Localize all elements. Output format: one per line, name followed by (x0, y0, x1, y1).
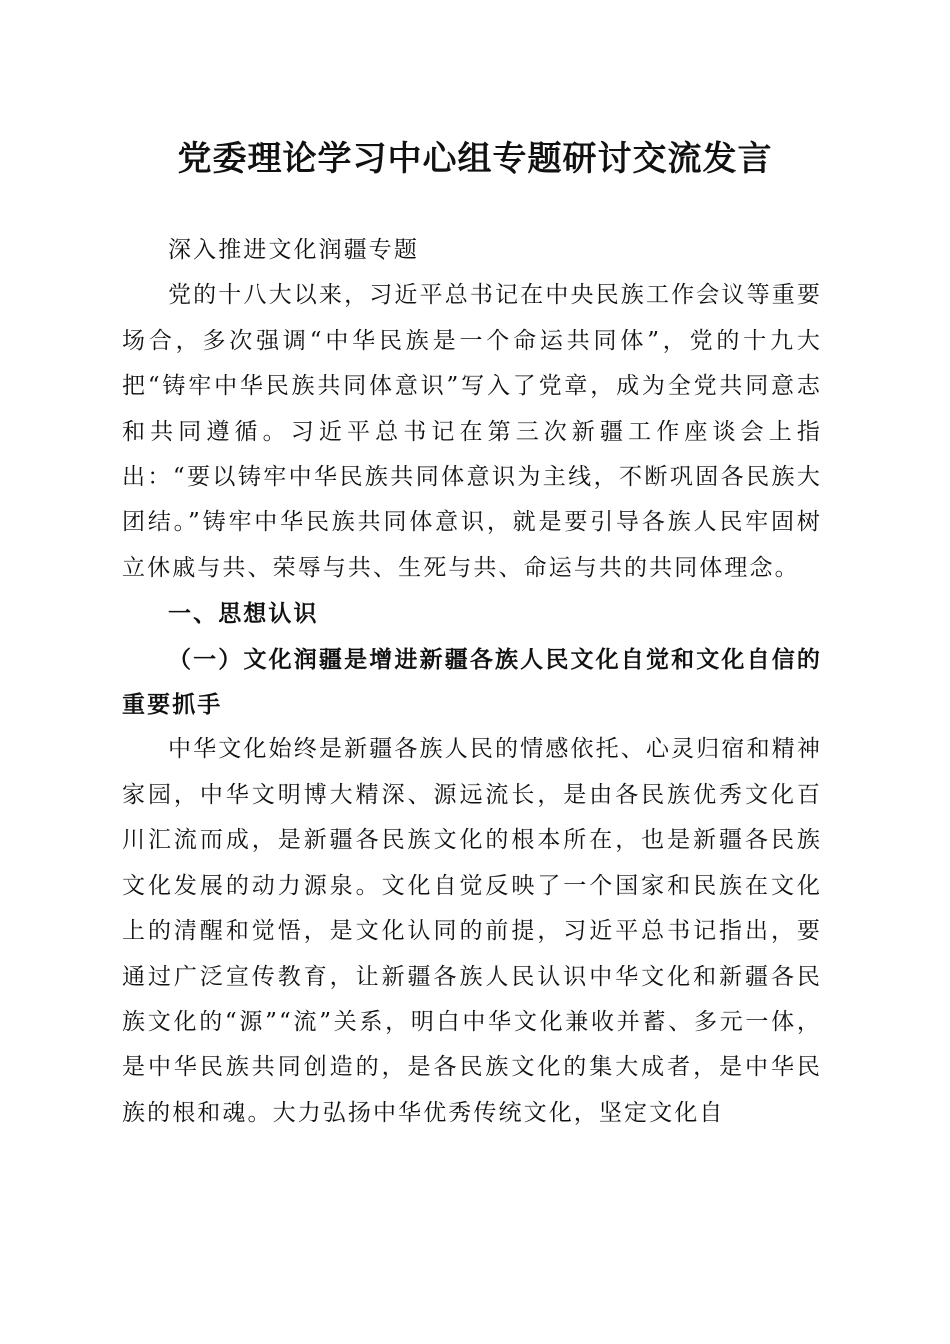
paragraph-intro: 党的十八大以来，习近平总书记在中央民族工作会议等重要场合，多次强调“中华民族是一个命运共同体”，党的十九大把“铸牢中华民族共同体意识”写入了党章，成为全党共同意志和共同遵循。习近平总书记在第三次新疆工作座谈会上指出：“要以铸牢中华民族共同体意识为主线，不断巩固各民族大团结。”铸牢中华民族共同体意识，就是要引导各族人民牢固树立休戚与共、荣辱与共、生死与共、命运与共的共同体理念。 (122, 282, 822, 581)
document-body (122, 228, 822, 1136)
subsection-heading-1-1: （一）文化润疆是增进新疆各族人民文化自觉和文化自信的重要抓手 (122, 645, 822, 719)
paragraph-culture: 中华文化始终是新疆各族人民的情感依托、心灵归宿和精神家园，中华文明博大精深、源远流长，是由各民族优秀文化百川汇流而成，是新疆各民族文化的根本所在，也是新疆各民族文化发展的动力源泉。文化自觉反映了一个国家和民族在文化上的清醒和觉悟，是文化认同的前提，习近平总书记指出，要通过广泛宣传教育，让新疆各族人民认识中华文化和新疆各民族文化的“源”“流”关系，明白中华文化兼收并蓄、多元一体，是中华民族共同创造的，是各民族文化的集大成者，是中华民族的根和魂。大力弘扬中华优秀传统文化，坚定文化自 (122, 736, 822, 1126)
section-heading-1: 一、思想认识 (168, 600, 319, 628)
document-title: 党委理论学习中心组专题研讨交流发言 (177, 139, 773, 179)
document-subtitle: 深入推进文化润疆专题 (168, 237, 419, 263)
